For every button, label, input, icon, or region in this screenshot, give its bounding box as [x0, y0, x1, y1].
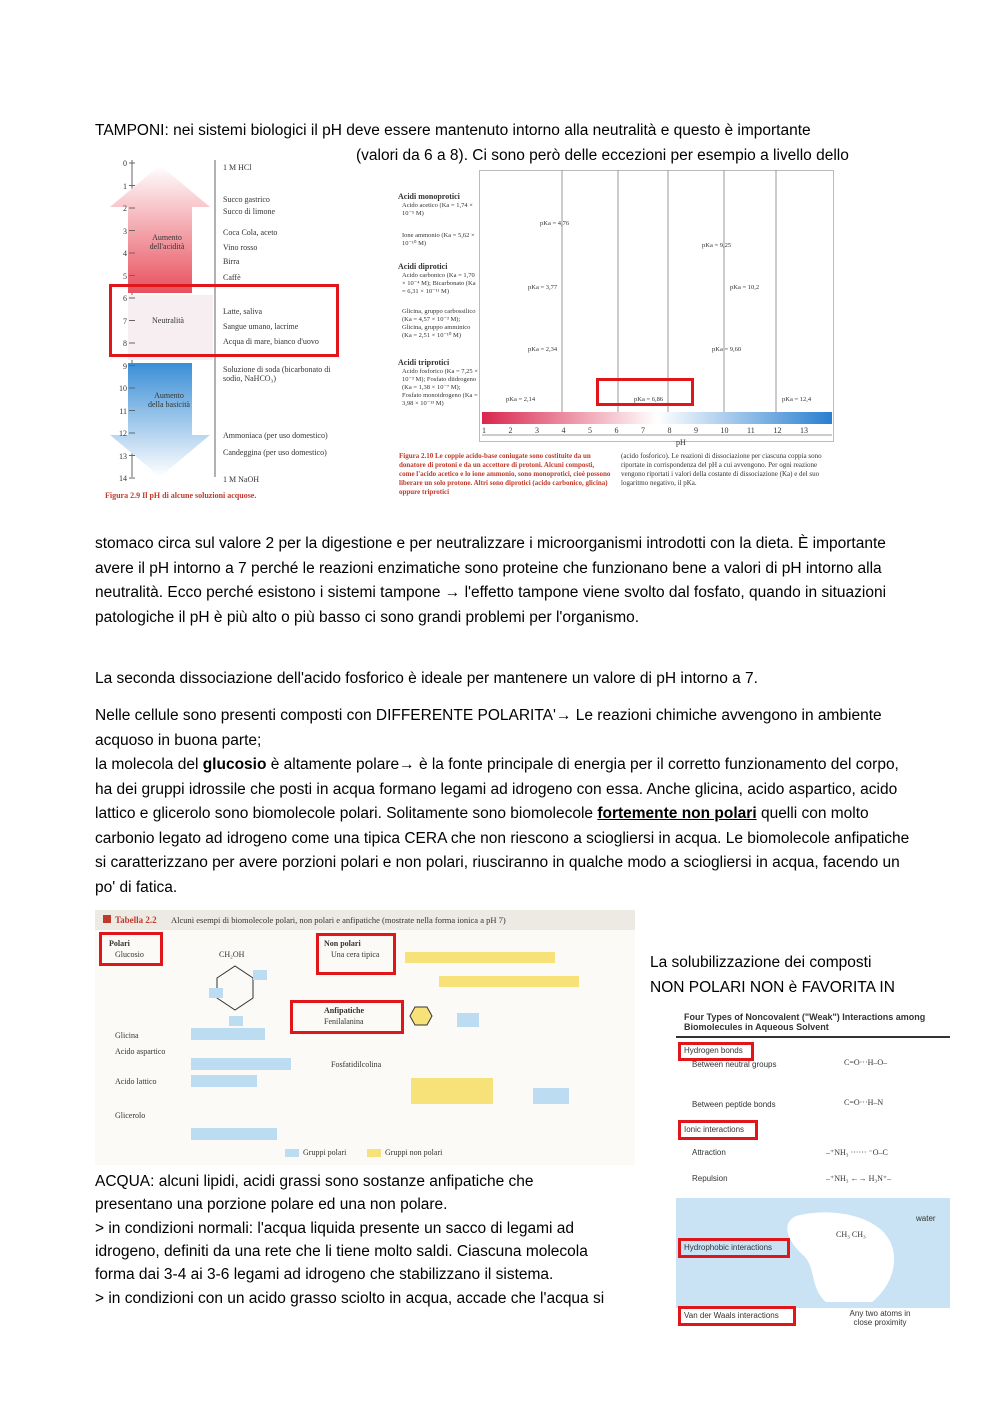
ch2oh-text: CH₂OH [219, 950, 245, 959]
pka-label-8: pKa = 12,4 [782, 396, 812, 403]
ionic-label: Ionic interactions [684, 1125, 745, 1134]
ph-tick-8: 8 [123, 339, 127, 348]
polari-heading: Polari [109, 939, 130, 948]
acid-label: Aumento dell'acidità [149, 233, 185, 251]
ph-axis-tick-2: 2 [508, 426, 513, 435]
fosfatidil-tails [411, 1078, 493, 1104]
pka-label-1: pKa = 9,25 [702, 242, 732, 249]
table-header-square [103, 915, 111, 923]
acqua-line-0: ACQUA: alcuni lipidi, acidi grassi sono sostanze anfipatiche che [95, 1173, 534, 1190]
ph-axis-tick-5: 5 [588, 426, 592, 435]
pka-label-0: pKa = 4,76 [540, 220, 570, 227]
acqua-line-3: idrogeno, definiti da una rete che li tiene molto saldi. Ciascuna molecola [95, 1242, 588, 1260]
ph-example-10: Soluzione di soda (bicarbonato di sodio, NaHCO₃) [223, 365, 331, 383]
fosfatidilcolina-label: Fosfatidilcolina [331, 1060, 382, 1069]
glucosio-bold: glucosio [202, 756, 267, 773]
cera-formula-1 [405, 952, 555, 963]
ph-example-2: Succo di limone [223, 207, 275, 216]
paragraph-3a: Nelle cellule sono presenti composti con DIFFERENTE POLARITA'→ Le reazioni chimiche avvengono in ambiente acquoso in buona parte; [95, 707, 882, 749]
lattico-formula [191, 1075, 257, 1087]
attraction-formula: –⁺NH₃ ······ ⁻O–C [826, 1148, 888, 1157]
acqua-line-5: > in condizioni con un acido grasso sciolto in acqua, accade che l'acqua si [95, 1289, 605, 1307]
neutral-groups-label: Between neutral groups [692, 1060, 777, 1069]
ph-tick-3: 3 [123, 226, 127, 236]
paragraph-1: stomaco circa sul valore 2 per la digestione e per neutralizzare i microorganismi introdotti con la dieta. È importante avere il pH intorno a 7 perché le reazioni enzimatiche sono proteine che funzionano bene a valori di pH intorno alla neutralità. Ecco perché esistono i sistemi tampone → l'effetto tampone viene svolto dal fosfato, quando in situazioni patologiche il pH è più alto o più basso ci sono grandi problemi per l'organismo. [95, 535, 887, 626]
aspartico-label: Acido aspartico [115, 1047, 166, 1056]
ph-example-8: Sangue umano, lacrime [223, 322, 299, 331]
aspartico-formula [191, 1058, 291, 1070]
lattico-label: Acido lattico [115, 1077, 157, 1086]
paragraph-3b-mid: è altamente polare→ è la fonte principale di energia per il corretto funzionamento del corpo, ha dei gruppi idrossile che posti in acqua formano legami ad idrogeno con essa. Anche glicina, acido aspartico, acido lattico e glicerolo sono biomolecole polari. Solitamente sono biomolecole [95, 756, 899, 822]
paragraph-2: La seconda dissociazione dell'acido fosforico è ideale per mantenere un valore di pH intorno a 7. [95, 670, 758, 687]
table-title: Alcuni esempi di biomolecole polari, non polari e anfipatiche (mostrate nella forma ionica a pH 7) [171, 915, 506, 925]
glicerolo-formula [191, 1128, 277, 1140]
ph-axis-tick-11: 11 [747, 426, 755, 435]
attraction-label: Attraction [692, 1148, 726, 1157]
acid-row-3: Glicina, gruppo carbossilico (Ka = 4,57 × 10⁻³ M); Glicina, gruppo amminico (Ka = 2,51 × 10⁻¹⁰ M) [402, 308, 476, 339]
table-number: Tabella 2.2 [115, 915, 157, 925]
ph-example-3: Coca Cola, aceto [223, 228, 278, 237]
vdw-label: Van der Waals interactions [684, 1311, 779, 1320]
paragraph-3b-post: quelli con molto carbonio legato ad idrogeno come una tipica CERA che non riescono a sciogliersi in acqua. Le biomolecole anfipatiche si caratterizzano per avere porzioni polari e non polari, riusciranno in qualche modo a sciogliersi in acqua, facendo un po' di fatica. [95, 805, 910, 896]
repulsion-label: Repulsion [692, 1174, 728, 1183]
glicerolo-label: Glicerolo [115, 1111, 146, 1120]
ph-axis-tick-1: 1 [482, 426, 486, 435]
nonpolar-underlined: fortemente non polari [597, 805, 757, 822]
fenilalanina-label: Fenilalanina [324, 1017, 364, 1026]
ph-tick-0: 0 [123, 159, 127, 168]
pka-label-4: pKa = 2,34 [528, 346, 558, 353]
proximity-label: Any two atoms in close proximity [849, 1309, 911, 1327]
glucosio-label: Glucosio [115, 950, 144, 959]
ph-example-0: 1 M HCl [223, 163, 252, 172]
ph-example-4: Vino rosso [223, 243, 258, 252]
side-text: La solubilizzazione dei composti NON POLARI NON è FAVORITA IN [650, 954, 895, 996]
fig-2-10-caption-b: (acido fosforico). Le reazioni di dissociazione per ciascuna coppia sono riportate in corrispondenza del pH a cui avvengono. Per ogni reazione vengono riportati i valori della costante di dissociazione (Ka) e del suo logaritmo negativo, il pKa. [621, 452, 822, 487]
pka-label-2: pKa = 3,77 [528, 284, 558, 291]
glicina-formula [191, 1028, 265, 1040]
water-label: water [916, 1214, 936, 1223]
ph-axis-tick-12: 12 [773, 426, 782, 435]
ph-gradient-bar [482, 412, 832, 424]
ph-tick-12: 12 [119, 429, 127, 438]
hbond-neutral-formula: C=O···H–O– [844, 1058, 888, 1067]
weak-title-rule [676, 1036, 950, 1038]
weak-title: Four Types of Noncovalent ("Weak") Interactions among Biomolecules in Aqueous Solvent [684, 1012, 926, 1032]
ph-axis-tick-13: 13 [800, 426, 808, 435]
ph-tick-11: 11 [119, 406, 127, 416]
acid-row-1: Ione ammonio (Ka = 5,62 × 10⁻¹⁰ M) [402, 232, 475, 247]
nonpolari-heading: Non polari [324, 939, 361, 948]
ph-axis-tick-3: 3 [535, 426, 539, 435]
ph-tick-13: 13 [119, 451, 127, 461]
cera-formula-2 [439, 976, 579, 987]
ph-tick-5: 5 [123, 271, 127, 281]
acqua-line-1: presentano una porzione polare ed una non polare. [95, 1196, 448, 1214]
hydrophobic-formula: CH₃ CH₃ [836, 1230, 866, 1239]
glucose-ring-graphic [195, 948, 285, 1028]
figure-2-9 [95, 155, 345, 505]
acid-row-4: Acido fosforico (Ka = 7,25 × 10⁻³ M); Fosfato diidrogeno (Ka = 1,38 × 10⁻⁷ M); Fosfato monoidrogeno (Ka = 3,98 × 10⁻¹³ M) [402, 368, 478, 407]
ph-tick-4: 4 [123, 249, 127, 258]
ph-tick-6: 6 [123, 294, 127, 303]
ph-example-13: 1 M NaOH [223, 475, 259, 484]
ph-tick-7: 7 [123, 316, 127, 326]
paragraph-3b-pre: la molecola del [95, 756, 203, 773]
ph-example-11: Ammoniaca (per uso domestico) [223, 431, 328, 440]
legend-nonpolar-swatch [367, 1149, 381, 1157]
pka-label-7: pKa = 6,86 [634, 396, 664, 403]
ph-axis-label: pH [676, 438, 686, 447]
acqua-line-2: > in condizioni normali: l'acqua liquida presente un sacco di legami ad [95, 1219, 575, 1237]
repulsion-formula: –⁺NH₃ ←→ H₃N⁺– [826, 1174, 892, 1183]
pka-label-5: pKa = 9,60 [712, 346, 742, 353]
fosfatidil-head [533, 1088, 569, 1104]
acid-row-2: Acido carbonico (Ka = 1,70 × 10⁻⁴ M); Bicarbonato (Ka = 6,31 × 10⁻¹¹ M) [402, 272, 476, 295]
hbonds-label: Hydrogen bonds [684, 1046, 743, 1055]
ph-axis-tick-10: 10 [720, 426, 729, 435]
fenil-polar-group [457, 1013, 479, 1027]
weak-interactions-figure [676, 1008, 950, 1338]
h2po4-highlight-box [596, 378, 694, 406]
ph-example-6: Caffè [223, 273, 241, 282]
fig-2-10-caption-a [399, 452, 611, 497]
cera-label: Una cera tipica [331, 950, 380, 959]
legend-nonpolar-label: Gruppi non polari [385, 1148, 443, 1157]
ph-tick-2: 2 [123, 204, 127, 213]
ph-axis-tick-9: 9 [694, 426, 698, 435]
acid-group-0: Acidi monoprotici [398, 192, 460, 201]
pka-label-3: pKa = 10,2 [730, 284, 760, 291]
neutral-label: Neutralità [152, 316, 184, 325]
ph-tick-10: 10 [119, 384, 127, 393]
acqua-line-4: forma dai 3-4 ai 3-6 legami ad idrogeno che stabilizzano il sistema. [95, 1266, 554, 1284]
ph-axis-tick-6: 6 [614, 426, 619, 435]
pka-label-6: pKa = 2,14 [506, 396, 536, 403]
acid-row-0: Acido acetico (Ka = 1,74 × 10⁻⁵ M) [402, 202, 473, 217]
neutral-highlight-box [109, 284, 339, 357]
intro-line-1: TAMPONI: nei sistemi biologici il pH deve essere mantenuto intorno alla neutralità e questo è importante [95, 122, 811, 139]
figure-2-10 [394, 170, 842, 510]
legend-polar-label: Gruppi polari [303, 1148, 347, 1157]
anfipatiche-heading: Anfipatiche [324, 1006, 364, 1015]
ph-example-9: Acqua di mare, bianco d'uovo [223, 337, 319, 346]
hydrophobic-label: Hydrophobic interactions [684, 1243, 773, 1252]
ph-tick-9: 9 [123, 361, 127, 371]
base-label: Aumento della basicità [148, 391, 190, 409]
acid-group-2: Acidi triprotici [398, 358, 450, 367]
acid-group-1: Acidi diprotici [398, 262, 448, 271]
peptide-bonds-label: Between peptide bonds [692, 1100, 776, 1109]
intro-line-2: (valori da 6 a 8). Ci sono però delle eccezioni per esempio a livello dello [356, 147, 849, 164]
ph-axis-tick-7: 7 [641, 426, 645, 435]
ph-example-1: Succo gastrico [223, 195, 270, 204]
ph-example-7: Latte, saliva [223, 307, 263, 316]
benzene-ring-graphic [409, 1005, 433, 1027]
polari-highlight-box [99, 932, 163, 966]
fig-2-10-caption-a-text: Figura 2.10 Le coppie acido-base coniugate sono costituite da un donatore di protoni e da un accettore di protoni. Alcuni composti, come l'acido acetico e lo ione ammonio, sono monoprotici, cioè possono liberare un solo protone. Altri sono diprotici (acido carbonico, glicina) oppure triprotici [399, 452, 611, 496]
hbond-peptide-formula: C=O···H–N [844, 1098, 884, 1107]
glicina-label: Glicina [115, 1031, 139, 1040]
legend-polar-swatch [285, 1149, 299, 1157]
ph-axis-tick-8: 8 [667, 426, 672, 435]
fig-2-9-caption: Figura 2.9 Il pH di alcune soluzioni acquose. [105, 491, 257, 500]
ph-example-12: Candeggina (per uso domestico) [223, 448, 327, 457]
ph-tick-14: 14 [119, 474, 127, 483]
table-2-2 [95, 910, 635, 1165]
ph-example-5: Birra [223, 257, 240, 266]
paragraph-3 [95, 704, 910, 900]
ph-tick-1: 1 [123, 181, 127, 191]
ph-axis-tick-4: 4 [561, 426, 566, 435]
